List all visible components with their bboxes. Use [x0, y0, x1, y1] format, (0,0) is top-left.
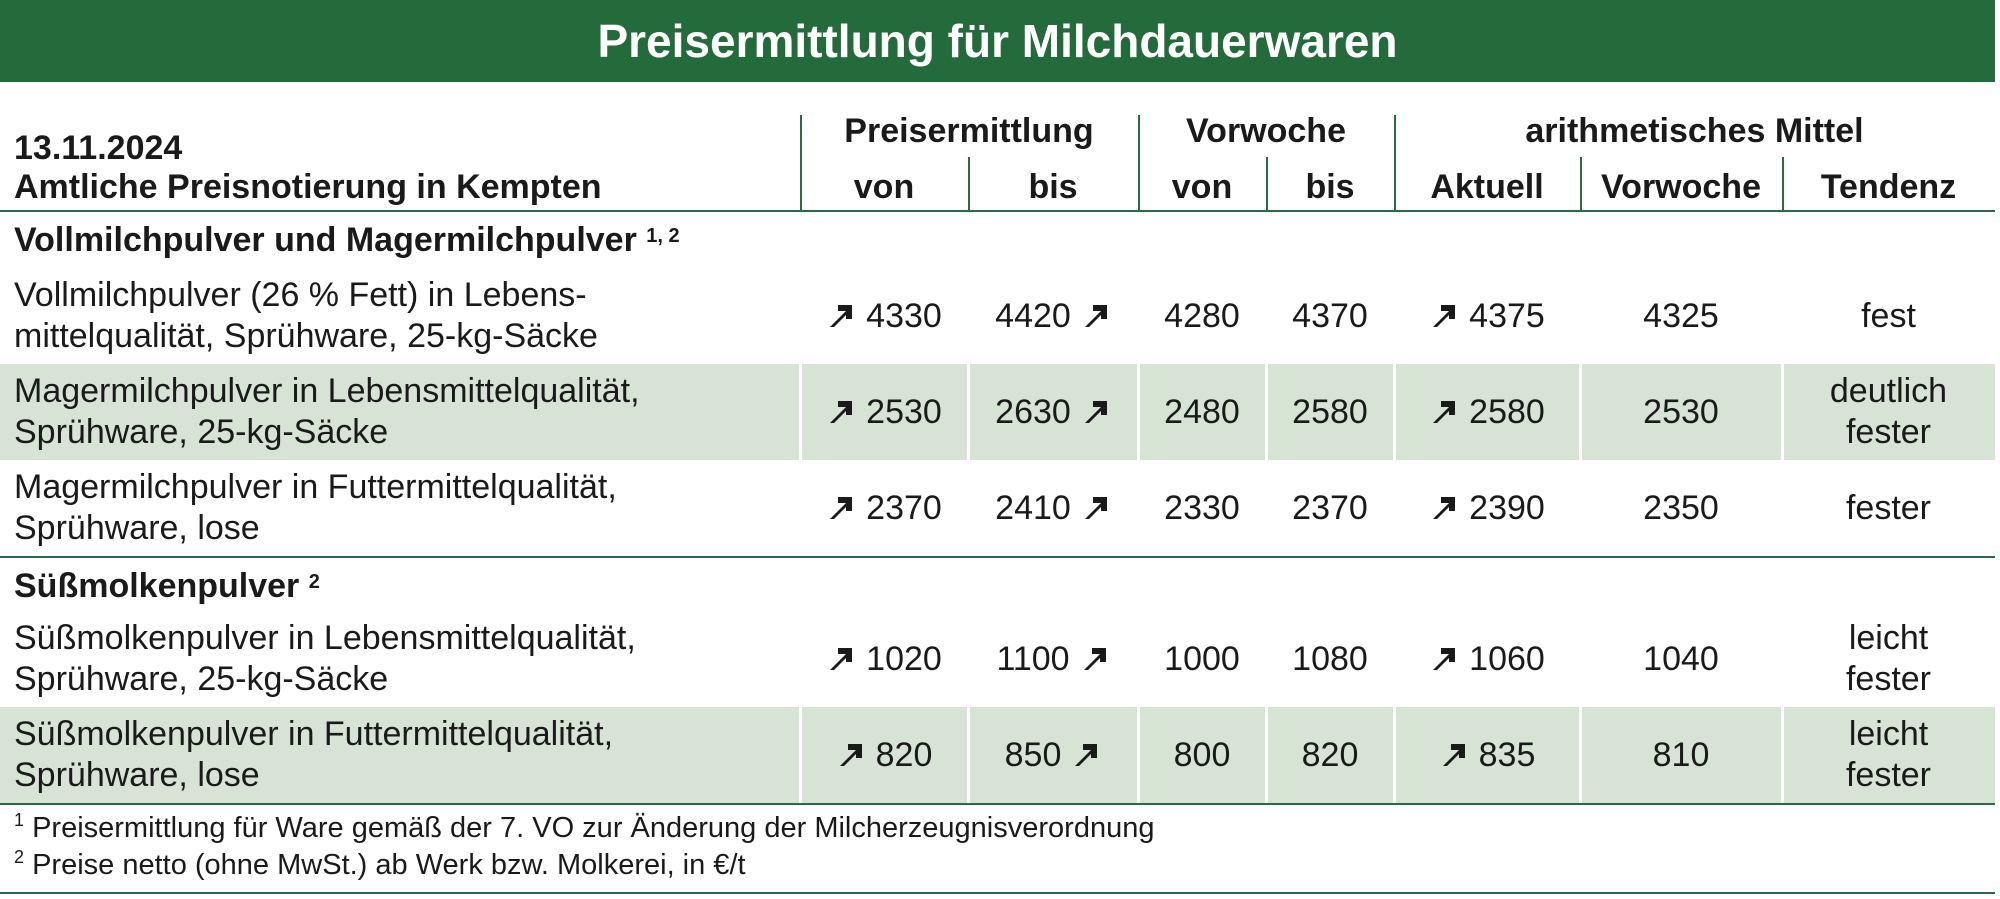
cell-vorwoche: 1040: [1643, 639, 1719, 678]
header-divider: [1782, 157, 1784, 210]
report-subtitle: Amtliche Preisnotierung in Kempten: [14, 168, 602, 206]
cell-prev-von: 1000: [1164, 639, 1240, 678]
cell-bis: 1100: [968, 611, 1138, 707]
cell-vorwoche: 810: [1652, 735, 1710, 774]
cell-tendenz: fest: [1861, 296, 1916, 335]
col-header-vorwoche: Vorwoche: [1601, 168, 1761, 206]
cell-prev-von: 2330: [1164, 488, 1240, 527]
cell-prev-von: 800: [1173, 735, 1231, 774]
row-description: Vollmilchpulver (26 % Fett) in Lebens- mittelqualität, Sprühware, 25-kg-Säcke: [14, 276, 598, 355]
header-rule: [0, 210, 1995, 212]
cell-vorwoche: 2530: [1643, 392, 1719, 431]
header-divider: [968, 157, 970, 210]
footnote: $^2$ Preise netto (ohne MwSt.) ab Werk bzw. Molkerei, in €/t: [14, 847, 746, 881]
arrow-up-right-icon: [1071, 740, 1101, 770]
arrow-up-right-icon: [1081, 397, 1111, 427]
row-description: Magermilchpulver in Futtermittelqualität, Sprühware, lose: [14, 468, 617, 547]
cell-prev-von: 4280: [1164, 296, 1240, 335]
cell-aktuell: 835: [1394, 707, 1580, 803]
table-row: [0, 268, 1995, 364]
col-header-prev-von: von: [1171, 168, 1233, 206]
table-row: [0, 611, 1995, 707]
col-header-von: von: [853, 168, 915, 206]
cell-prev-bis: 4370: [1292, 296, 1368, 335]
header-divider: [1266, 157, 1268, 210]
col-header-bis: bis: [1028, 168, 1078, 206]
cell-von: 2370: [800, 460, 968, 556]
cell-aktuell: 4375: [1394, 268, 1580, 364]
footnote: $^1$ Preisermittlung für Ware gemäß der 7. VO zur Änderung der Milcherzeugnisverordnung: [14, 810, 1155, 844]
cell-prev-bis: 820: [1301, 735, 1359, 774]
cell-tendenz: fester: [1845, 488, 1932, 527]
report-date: 13.11.2024: [14, 129, 183, 167]
arrow-up-right-icon: [1439, 740, 1469, 770]
cell-aktuell: 2390: [1394, 460, 1580, 556]
arrow-up-right-icon: [1429, 301, 1459, 331]
cell-prev-bis: 2580: [1292, 392, 1368, 431]
arrow-up-right-icon: [826, 301, 856, 331]
cell-tendenz: leicht fester: [1845, 619, 1932, 698]
group-header-vorwoche: Vorwoche: [1186, 112, 1346, 150]
group-header-mittel: arithmetisches Mittel: [1525, 112, 1864, 150]
cell-vorwoche: 2350: [1643, 488, 1719, 527]
header-divider: [1394, 115, 1396, 210]
table-row: [0, 364, 1995, 460]
cell-prev-von: 2480: [1164, 392, 1240, 431]
footer-rule: [0, 892, 1995, 894]
cell-von: 820: [800, 707, 968, 803]
group-header-preisermittlung: Preisermittlung: [844, 112, 1094, 150]
header-divider: [1138, 115, 1140, 210]
col-header-tendenz: Tendenz: [1820, 168, 1957, 206]
cell-bis: 2630: [968, 364, 1138, 460]
arrow-up-right-icon: [1429, 397, 1459, 427]
section-title-suessmolke: Süßmolkenpulver $^2$: [14, 567, 320, 605]
cell-von: 4330: [800, 268, 968, 364]
cell-von: 2530: [800, 364, 968, 460]
cell-bis: 4420: [968, 268, 1138, 364]
cell-bis: 2410: [968, 460, 1138, 556]
table-row: [0, 707, 1995, 803]
section-rule: [0, 556, 1995, 558]
row-description: Süßmolkenpulver in Lebensmittelqualität, Sprühware, 25-kg-Säcke: [14, 619, 636, 698]
cell-vorwoche: 4325: [1643, 296, 1719, 335]
arrow-up-right-icon: [1080, 644, 1110, 674]
row-description: Süßmolkenpulver in Futtermittelqualität, Sprühware, lose: [14, 715, 614, 794]
cell-aktuell: 2580: [1394, 364, 1580, 460]
arrow-up-right-icon: [1429, 644, 1459, 674]
cell-tendenz: deutlich fester: [1829, 372, 1948, 451]
col-header-aktuell: Aktuell: [1430, 168, 1544, 206]
arrow-up-right-icon: [826, 493, 856, 523]
arrow-up-right-icon: [836, 740, 866, 770]
arrow-up-right-icon: [1081, 301, 1111, 331]
col-header-prev-bis: bis: [1305, 168, 1355, 206]
cell-von: 1020: [800, 611, 968, 707]
section-title-milchpulver: Vollmilchpulver und Magermilchpulver $^{1, 2}$: [14, 221, 680, 259]
header-divider: [1580, 157, 1582, 210]
cell-bis: 850: [968, 707, 1138, 803]
page-title: Preisermittlung für Milchdauerwaren: [0, 0, 1995, 82]
header-divider: [800, 115, 802, 210]
arrow-up-right-icon: [1429, 493, 1459, 523]
footnote-ref: 2: [308, 571, 320, 593]
arrow-up-right-icon: [826, 397, 856, 427]
table-bottom-rule: [0, 803, 1995, 805]
arrow-up-right-icon: [826, 644, 856, 674]
row-description: Magermilchpulver in Lebensmittelqualität, Sprühware, 25-kg-Säcke: [14, 372, 640, 451]
cell-prev-bis: 2370: [1292, 488, 1368, 527]
arrow-up-right-icon: [1081, 493, 1111, 523]
cell-aktuell: 1060: [1394, 611, 1580, 707]
cell-prev-bis: 1080: [1292, 639, 1368, 678]
table-row: [0, 460, 1995, 556]
footnote-ref: 1, 2: [646, 225, 680, 247]
cell-tendenz: leicht fester: [1845, 715, 1932, 794]
